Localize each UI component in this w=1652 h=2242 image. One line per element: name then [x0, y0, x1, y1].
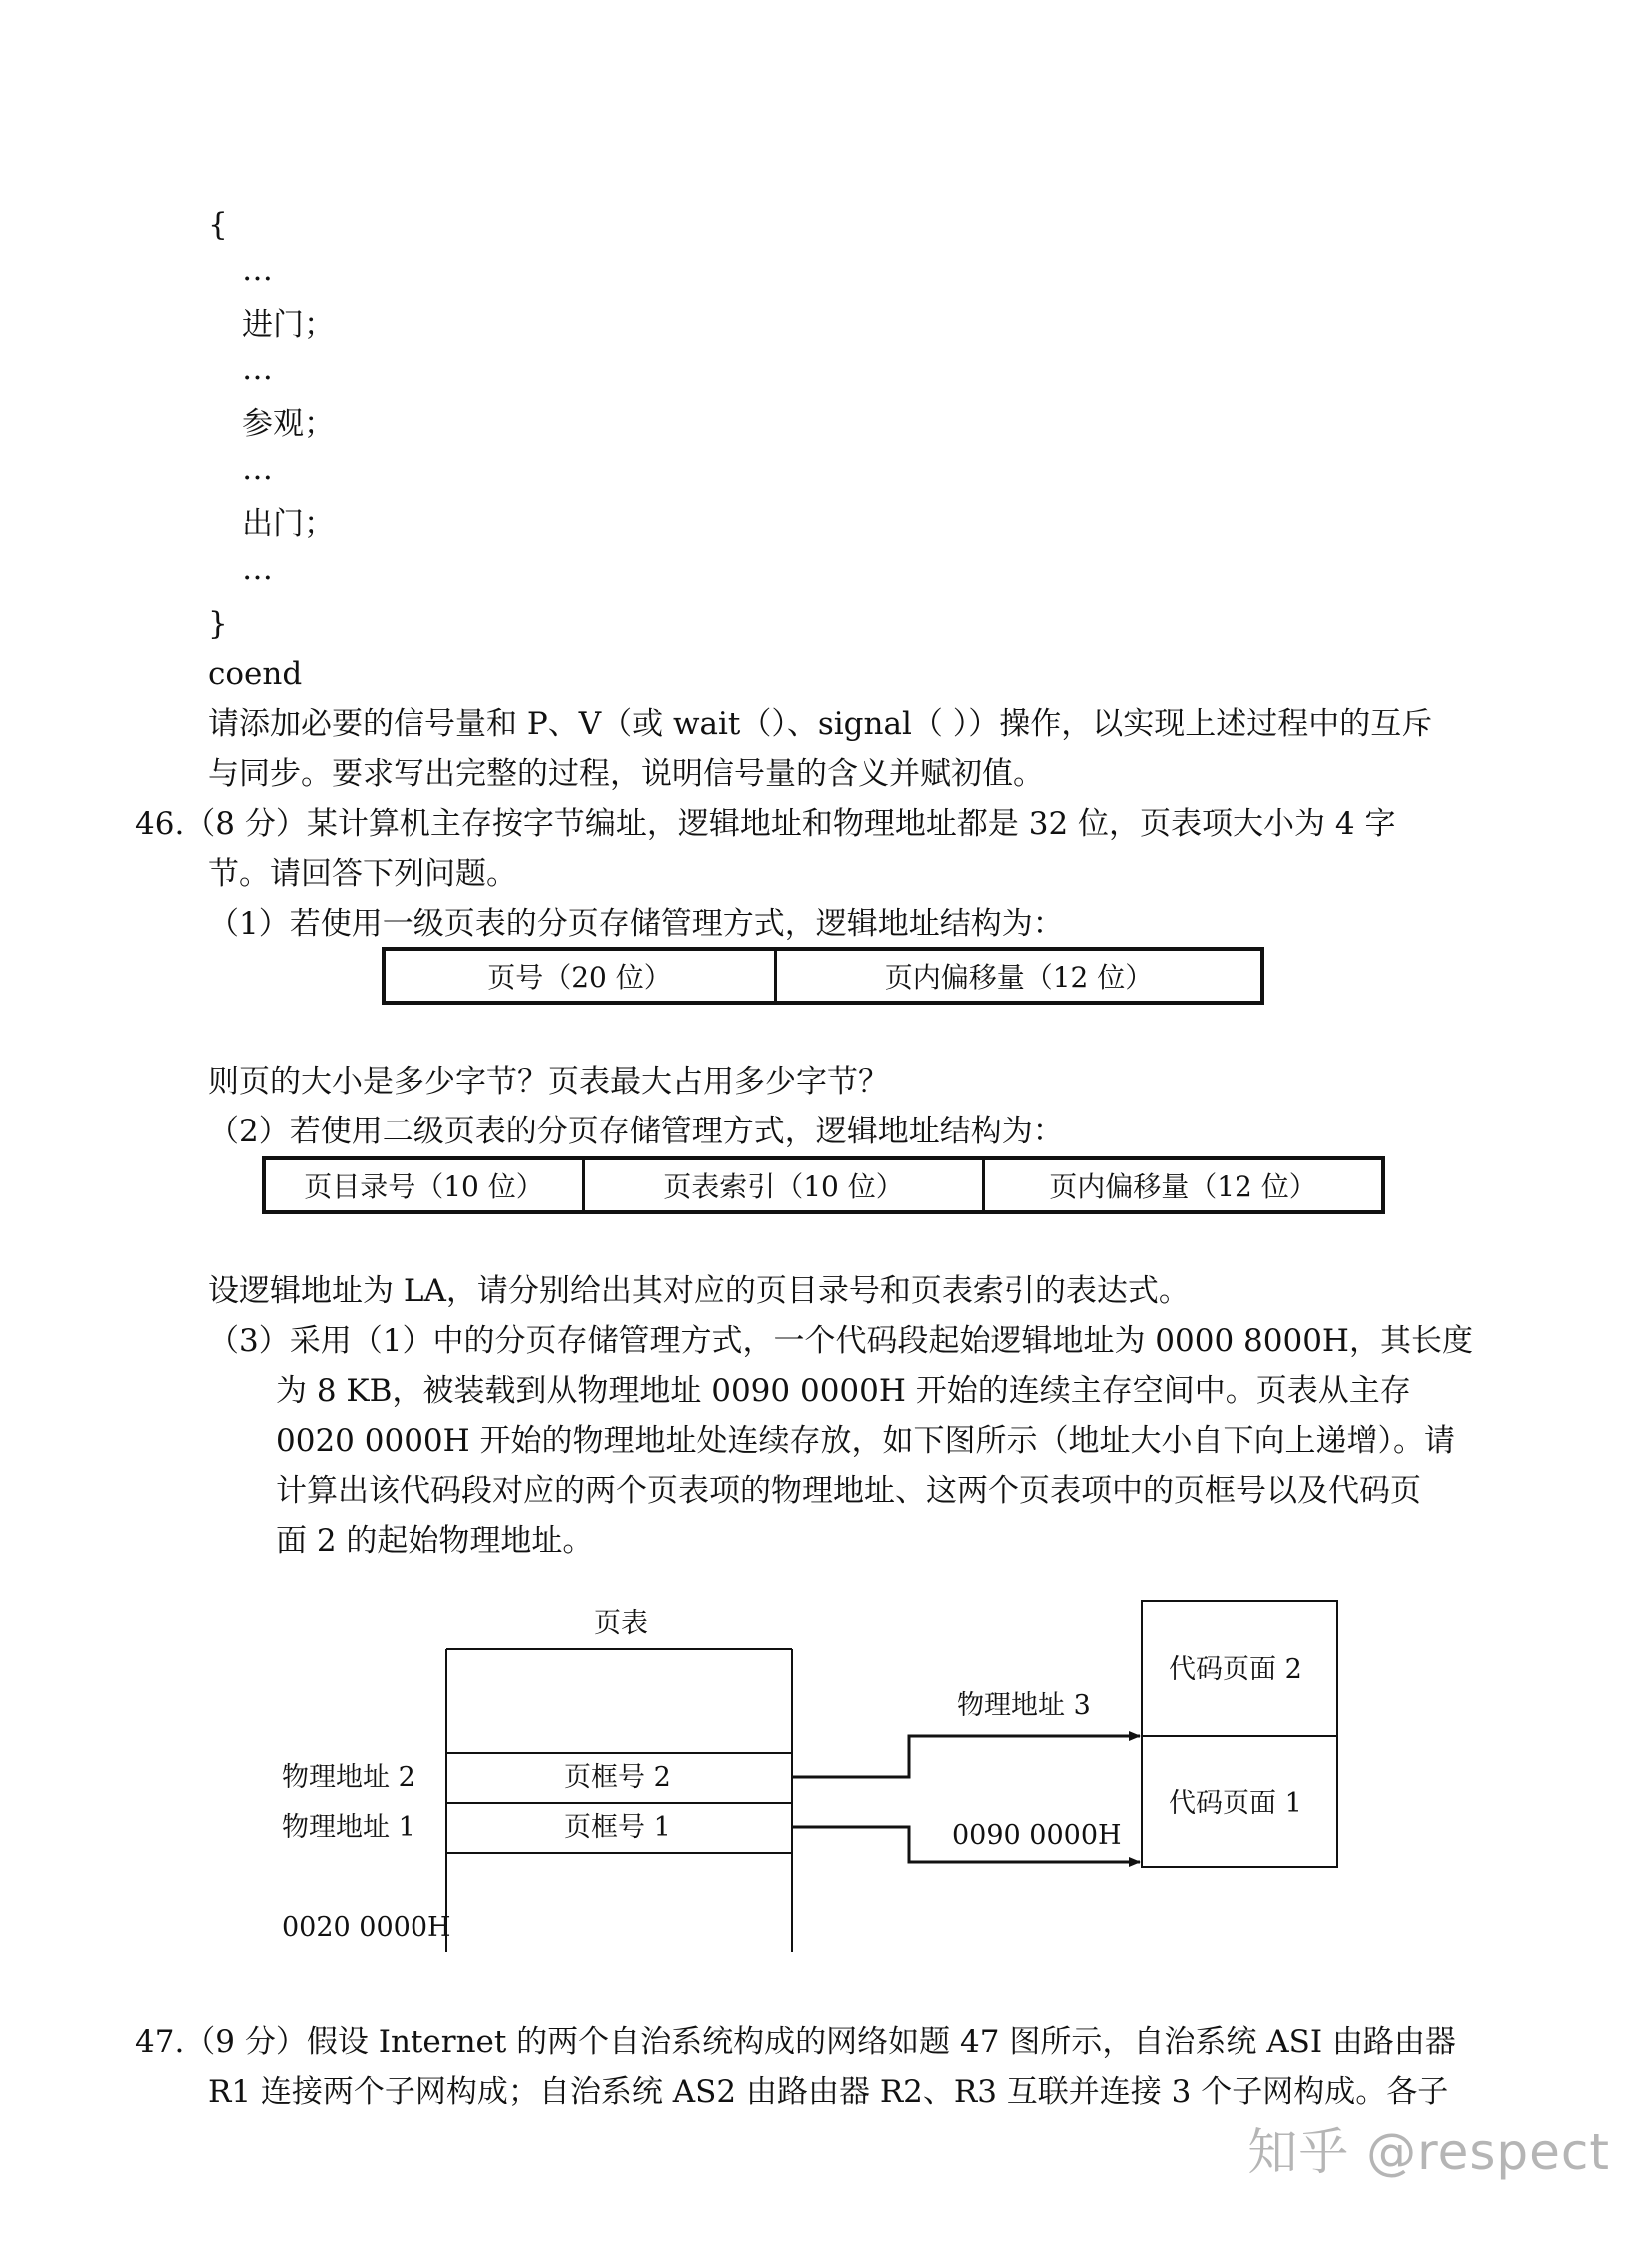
q46-part1-question: 则页的大小是多少字节？页表最大占用多少字节？: [208, 1064, 889, 1100]
frame-number-1: 页框号 1: [564, 1812, 671, 1843]
q47-line-1: 47.（9 分）假设 Internet 的两个自治系统构成的网络如题 47 图所示，自治系统 ASI 由路由器: [135, 2024, 1456, 2060]
code-page-1-label: 代码页面 1: [1169, 1788, 1302, 1819]
code-open-brace: {: [208, 207, 228, 243]
physical-address-3-label: 物理地址 3: [957, 1690, 1091, 1721]
code-exit: 出门；: [242, 506, 335, 542]
q46-part3-line-2: 为 8 KB，被装载到从物理地址 0090 0000H 开始的连续主存空间中。页表从主存: [276, 1373, 1411, 1409]
q46-part2: （2）若使用二级页表的分页存储管理方式，逻辑地址结构为：: [208, 1114, 1064, 1149]
q45-line-2: 与同步。要求写出完整的过程，说明信号量的含义并赋初值。: [208, 756, 1044, 792]
page-table-box: [446, 1649, 792, 1952]
code-ellipsis: …: [242, 252, 273, 288]
q47-line-2: R1 连接两个子网构成；自治系统 AS2 由路由器 R2、R3 互联并连接 3 个子网构成。各子: [208, 2074, 1449, 2110]
code-segment-physical-address: 0090 0000H: [952, 1820, 1122, 1851]
q46-line-1: 46.（8 分）某计算机主存按字节编址，逻辑地址和物理地址都是 32 位，页表项大小为 4 字: [135, 806, 1396, 842]
page-table-index-cell: 页表索引（10 位）: [585, 1160, 985, 1210]
q46-part3-line-4: 计算出该代码段对应的两个页表项的物理地址、这两个页表项中的页框号以及代码页: [276, 1473, 1421, 1509]
code-close-brace: }: [208, 606, 228, 642]
zhihu-watermark: 知乎 @respect: [1247, 2123, 1610, 2181]
q46-part2-question: 设逻辑地址为 LA，请分别给出其对应的页目录号和页表索引的表达式。: [208, 1273, 1190, 1309]
code-ellipsis: …: [242, 352, 273, 387]
q46-line-2: 节。请回答下列问题。: [208, 856, 517, 892]
q45-line-1: 请添加必要的信号量和 P、V（或 wait（）、signal（ ））操作，以实现上述过程中的互斥: [208, 706, 1433, 742]
q46-part3-line-1: （3）采用（1）中的分页存储管理方式，一个代码段起始逻辑地址为 0000 8000H，其长度: [208, 1323, 1473, 1359]
code-page-2-label: 代码页面 2: [1169, 1654, 1302, 1685]
arrow-frame2-to-page2: [792, 1736, 1140, 1777]
code-pages-box: [1142, 1601, 1337, 1867]
code-ellipsis: …: [242, 551, 273, 587]
code-coend: coend: [208, 656, 303, 692]
page-offset-cell: 页内偏移量（12 位）: [1049, 1170, 1317, 1203]
page-table-title: 页表: [594, 1608, 648, 1639]
q46-part1: （1）若使用一级页表的分页存储管理方式，逻辑地址结构为：: [208, 906, 1064, 942]
page-number-cell: 页号（20 位）: [386, 951, 777, 1001]
frame-number-2: 页框号 2: [564, 1762, 671, 1793]
code-enter: 进门；: [242, 307, 335, 343]
page-table-base-address: 0020 0000H: [282, 1912, 451, 1943]
page-offset-cell: 页内偏移量（12 位）: [884, 961, 1154, 994]
q46-part3-line-3: 0020 0000H 开始的物理地址处连续存放，如下图所示（地址大小自下向上递增）。请: [276, 1423, 1456, 1459]
code-visit: 参观；: [242, 406, 335, 442]
physical-address-1-label: 物理地址 1: [282, 1812, 415, 1843]
q46-part3-line-5: 面 2 的起始物理地址。: [276, 1523, 594, 1559]
page-directory-cell: 页目录号（10 位）: [266, 1160, 585, 1210]
code-ellipsis: …: [242, 451, 273, 487]
physical-address-2-label: 物理地址 2: [282, 1762, 415, 1793]
